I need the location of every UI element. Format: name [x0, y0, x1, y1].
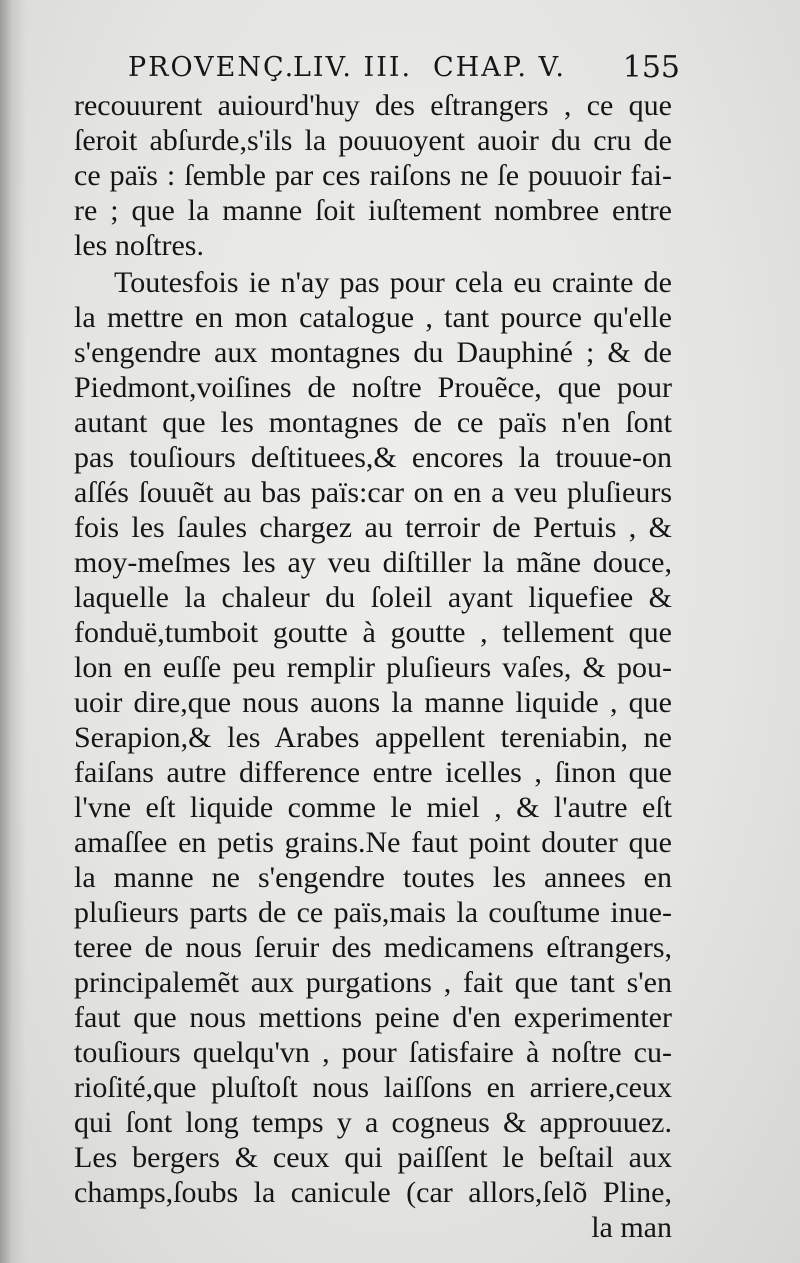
text-line: faiſans autre difference entre icelles , ſinon que	[74, 756, 672, 789]
text-line: moy-meſmes les ay veu diſtiller la mãne douce,	[74, 546, 672, 579]
text-line: l'vne eſt liquide comme le miel , & l'autre eſt	[74, 791, 672, 824]
text-line: ſeroit abſurde,s'ils la pouuoyent auoir du cru de	[74, 124, 672, 157]
running-head-chapter: CHAP. V.	[433, 52, 566, 83]
text-line: Toutesfois ie n'ay pas pour cela eu crainte de	[114, 266, 672, 299]
text-line: uoir dire,que nous auons la manne liquide , que	[74, 686, 672, 719]
text-line: s'engendre aux montagnes du Dauphiné ; & de	[74, 336, 672, 369]
text-line: les noſtres.	[74, 229, 204, 262]
text-line: champs,ſoubs la canicule (car allors,ſelõ Pline,	[74, 1176, 672, 1209]
text-line: pas touſiours deſtituees,& encores la trouue-on	[74, 441, 672, 474]
text-line: amaſſee en petis grains.Ne faut point douter que	[74, 826, 672, 859]
text-line: la manne ne s'engendre toutes les annees en	[74, 861, 672, 894]
page-number: 155	[622, 50, 680, 85]
text-line: faut que nous mettions peine d'en experimenter	[74, 1001, 672, 1034]
text-line: principalemẽt aux purgations , fait que tant s'en	[74, 966, 672, 999]
text-line: fois les ſaules chargez au terroir de Pertuis , &	[74, 511, 672, 544]
text-line: Serapion,& les Arabes appellent tereniabin, ne	[74, 721, 672, 754]
text-line: laquelle la chaleur du ſoleil ayant liquefiee &	[74, 581, 672, 614]
text-line: rioſité,que pluſtoſt nous laiſſons en arriere,ceux	[74, 1071, 672, 1104]
running-head-title: PROVENÇ.	[128, 52, 296, 83]
text-line: pluſieurs parts de ce païs,mais la couſtume inue-	[74, 896, 672, 929]
text-line: teree de nous ſeruir des medicamens eſtrangers,	[74, 931, 672, 964]
text-line: Les bergers & ceux qui paiſſent le beſtail aux	[74, 1141, 672, 1174]
text-line: re ; que la manne ſoit iuſtement nombree entre	[74, 194, 672, 227]
text-line: Piedmont,voiſines de noſtre Prouẽce, que pour	[74, 371, 672, 404]
text-line: fonduë,tumboit goutte à goutte , tellement que	[74, 616, 672, 649]
text-line: autant que les montagnes de ce païs n'en ſont	[74, 406, 672, 439]
text-line: la mettre en mon catalogue , tant pource qu'elle	[74, 301, 672, 334]
text-line: ce païs : ſemble par ces raiſons ne ſe pouuoir fai-	[74, 159, 672, 192]
text-line: recouurent auiourd'huy des eſtrangers , ce que	[74, 89, 672, 122]
text-line: aſſés ſouuẽt au bas païs:car on en a veu pluſieurs	[74, 476, 672, 509]
running-head-book: LIV. III.	[293, 52, 413, 83]
text-line: qui ſont long temps y a cogneus & approuuez.	[74, 1106, 672, 1139]
text-line: touſiours quelqu'vn , pour ſatisfaire à noſtre cu-	[74, 1036, 672, 1069]
catchword: la man	[591, 1211, 672, 1244]
text-line: lon en euſſe peu remplir pluſieurs vaſes, & pou-	[74, 651, 672, 684]
